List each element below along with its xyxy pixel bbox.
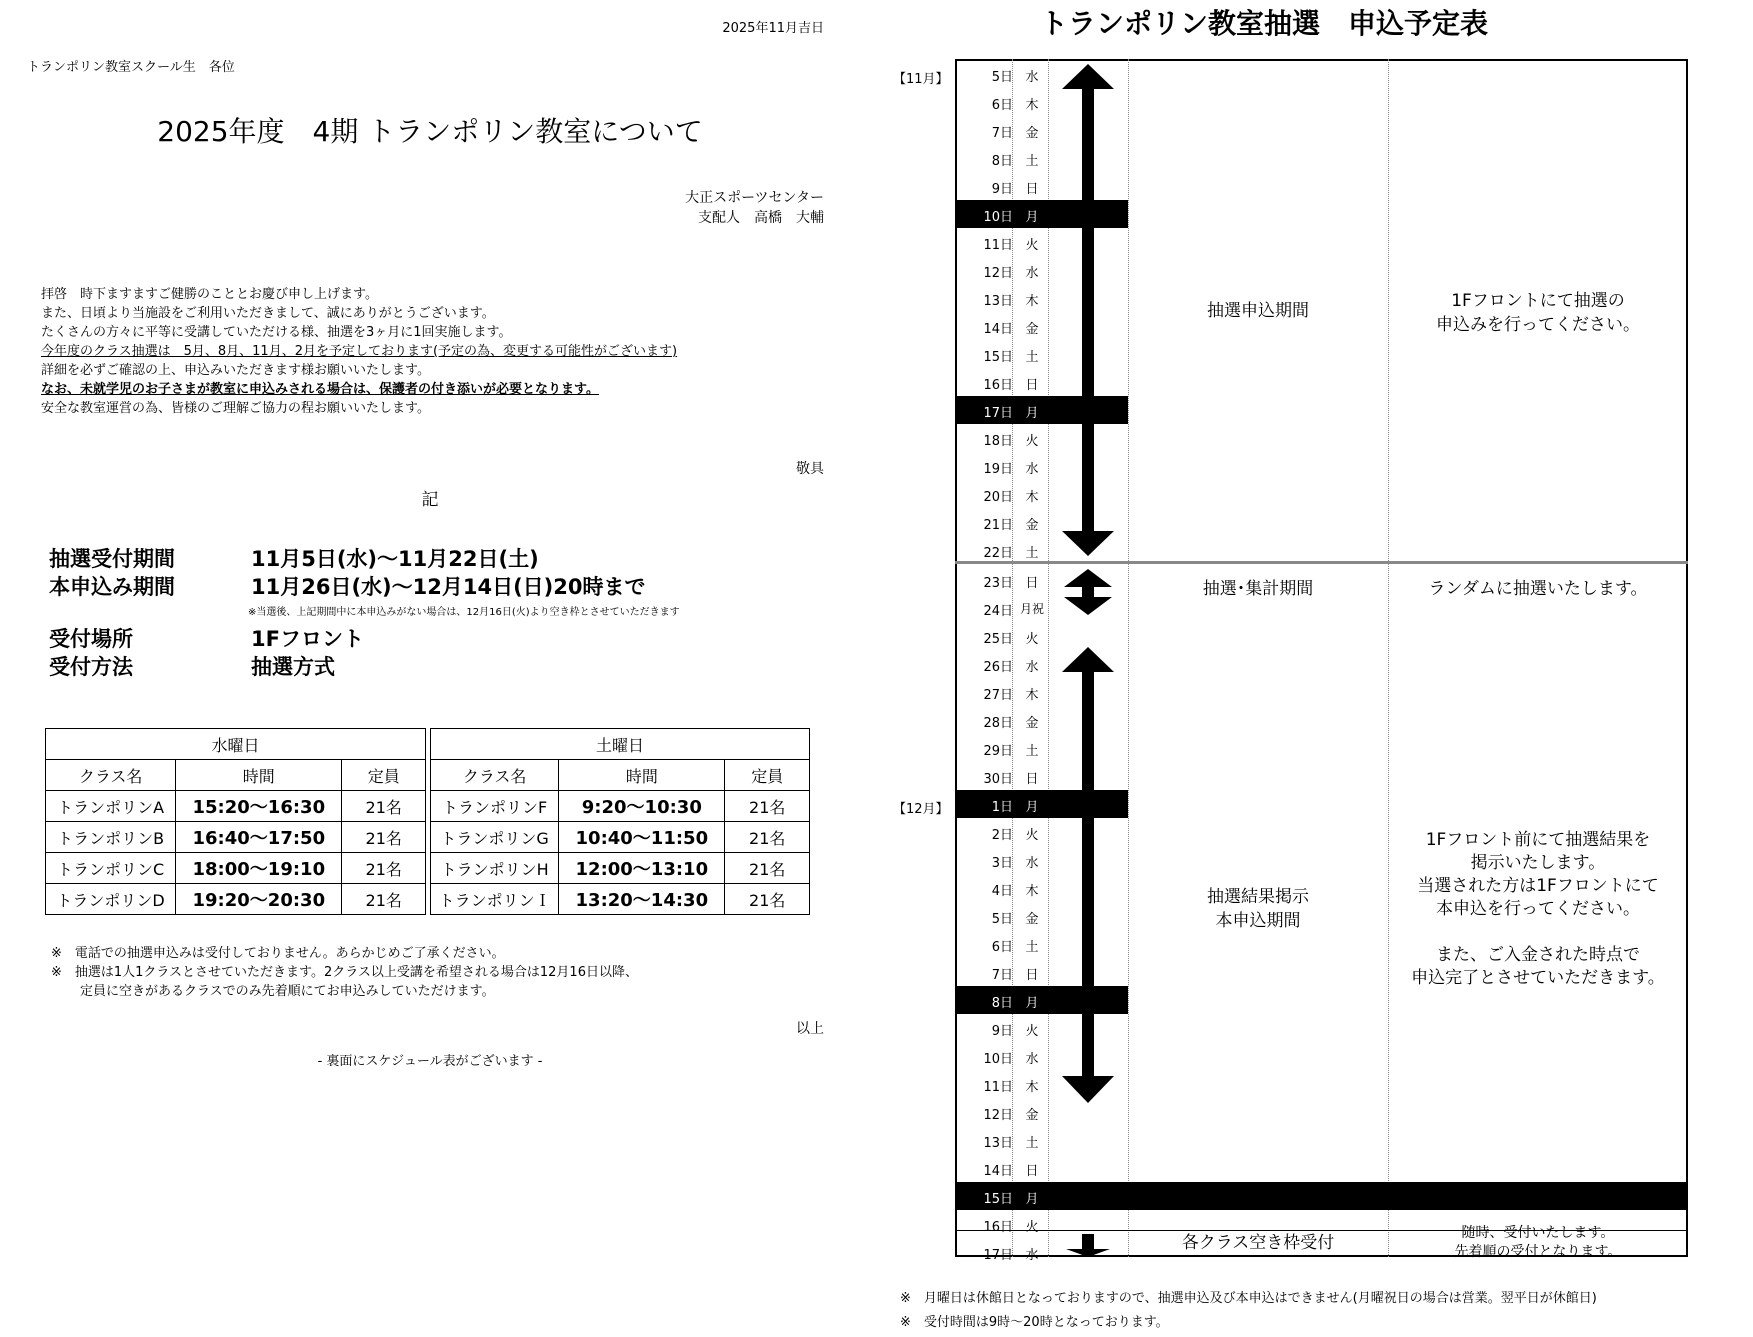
day-date: 9日 [991,182,1013,197]
day-date: 23日 [983,576,1013,591]
col-header: クラス名 [431,760,559,791]
ki-heading: 記 [421,490,439,510]
day-weekday: 木 [1025,688,1039,703]
info-label: 抽選受付期間 [49,547,175,571]
desc-line: 申込完了とさせていただきます。 [1411,968,1665,988]
day-weekday: 木 [1025,98,1039,113]
day-weekday: 日 [1025,968,1039,983]
day-weekday: 木 [1025,490,1039,505]
day-date: 11日 [983,238,1013,253]
day-date: 16日 [983,378,1013,393]
class-capacity: 21名 [342,853,426,884]
table-row [431,853,810,884]
info-label: 受付方法 [49,655,133,679]
day-weekday: 土 [1025,546,1039,561]
day-weekday: 日 [1025,378,1039,393]
day-weekday: 火 [1025,828,1039,843]
day-date: 12日 [983,266,1013,281]
footnote: 定員に空きがあるクラスでのみ先着順にてお申込みしていただけます。 [80,984,495,999]
month-label-dec: 【12月】 [893,802,949,817]
desc-line: 1Fフロントにて抽選の [1451,291,1625,311]
desc-line: 抽選結果掲示 [1207,887,1309,907]
class-time: 13:20～14:30 [559,884,725,915]
day-weekday: 日 [1025,1164,1039,1179]
info-value: 11月26日(水)～12月14日(日)20時まで [251,575,646,599]
schedule-footnote: ※ 月曜日は休館日となっておりますので、抽選申込及び本申込はできません(月曜祝日の場合は営業。翌平日が休館日) [900,1291,1597,1306]
day-date: 8日 [991,154,1013,169]
day-date: 27日 [983,688,1013,703]
class-capacity: 21名 [342,884,426,915]
period-arrows [1050,59,1126,1257]
day-date: 2日 [991,828,1013,843]
day-date: 25日 [983,632,1013,647]
day-weekday: 水 [1025,856,1039,871]
day-date: 13日 [983,1136,1013,1151]
month-label-nov: 【11月】 [893,72,949,87]
info-row [49,543,539,573]
class-capacity: 21名 [725,853,810,884]
table-row [431,822,810,853]
body-line: 今年度のクラス抽選は 5月、8月、11月、2月を予定しております(予定の為、変更する可能性がございます) [41,344,678,359]
period-vacancy-desc [1388,1224,1688,1262]
day-weekday: 水 [1025,1052,1039,1067]
day-weekday: 月 [1025,996,1039,1011]
body-line: 詳細を必ずご確認の上、申込みいただきます様お願いいたします。 [41,363,430,378]
wednesday-table [45,728,426,915]
day-date: 28日 [983,716,1013,731]
day-weekday: 金 [1025,716,1039,731]
day-date: 26日 [983,660,1013,675]
day-weekday: 月 [1025,800,1039,815]
col-header: 時間 [559,760,725,791]
class-time: 18:00～19:10 [176,853,342,884]
page-title: 2025年度 4期 トランポリン教室について [157,115,703,148]
class-name: トランポリンD [46,884,176,915]
class-name: トランポリンG [431,822,559,853]
period-lottery-desc [1388,289,1688,337]
desc-line: また、ご入金された時点で [1436,945,1640,965]
day-date: 18日 [983,434,1013,449]
day-date: 7日 [991,126,1013,141]
day-date: 4日 [991,884,1013,899]
day-weekday: 水 [1025,660,1039,675]
class-time: 15:20～16:30 [176,791,342,822]
day-weekday: 金 [1025,912,1039,927]
class-name: トランポリンH [431,853,559,884]
sender-name: 支配人 高橋 大輔 [698,210,824,226]
day-weekday: 土 [1025,154,1039,169]
body-line: 拝啓 時下ますますご健勝のこととお慶び申し上げます。 [41,287,378,302]
desc-line: 本申込を行ってください。 [1436,899,1640,919]
day-weekday: 火 [1025,1220,1039,1235]
period-result-desc [1388,829,1688,990]
letter-body [41,285,677,418]
double-arrow-icon [1062,647,1114,1103]
table-day-header: 水曜日 [46,729,426,760]
class-name: トランポリンB [46,822,176,853]
class-name: トランポリンＩ [431,884,559,915]
day-date: 7日 [991,968,1013,983]
class-time: 16:40～17:50 [176,822,342,853]
day-date: 19日 [983,462,1013,477]
day-date: 5日 [991,912,1013,927]
class-capacity: 21名 [342,822,426,853]
double-arrow-icon [1064,569,1112,615]
period-count: 抽選･集計期間 [1202,579,1314,599]
class-name: トランポリンA [46,791,176,822]
day-date: 15日 [983,350,1013,365]
day-weekday: 火 [1025,1024,1039,1039]
day-weekday: 月祝 [1019,602,1044,616]
day-date: 6日 [991,98,1013,113]
desc-line: 1Fフロント前にて抽選結果を [1425,830,1651,850]
desc-line: 当選された方は1Fフロントにて [1417,876,1659,896]
body-line: たくさんの方々に平等に受講していただける様、抽選を3ヶ月に1回実施します。 [41,325,512,340]
sender-org: 大正スポーツセンター [685,190,824,206]
day-weekday: 木 [1025,294,1039,309]
table-row [46,791,426,822]
down-arrow-icon [1066,1234,1110,1257]
day-weekday: 水 [1025,1248,1039,1263]
day-weekday: 水 [1025,70,1039,85]
saturday-table [430,728,810,915]
body-line: 安全な教室運営の為、皆様のご理解ご協力の程お願いいたします。 [41,401,430,416]
day-weekday: 日 [1025,182,1039,197]
day-weekday: 金 [1025,1108,1039,1123]
period-vacancy: 各クラス空き枠受付 [1181,1233,1335,1253]
divider [1388,59,1389,1257]
day-weekday: 金 [1025,518,1039,533]
reverse-note: - 裏面にスケジュール表がございます - [317,1054,543,1069]
day-date: 24日 [983,604,1013,619]
double-arrow-icon [1062,64,1114,556]
day-date: 13日 [983,294,1013,309]
class-time: 12:00～13:10 [559,853,725,884]
class-capacity: 21名 [725,791,810,822]
day-date: 8日 [991,996,1013,1011]
day-date: 3日 [991,856,1013,871]
class-capacity: 21名 [725,884,810,915]
body-line: また、日頃より当施設をご利用いただきまして、誠にありがとうございます。 [41,306,495,321]
info-row [49,651,335,681]
period-count-desc: ランダムに抽選いたします。 [1428,579,1648,599]
class-name: トランポリンC [46,853,176,884]
info-label: 受付場所 [49,627,133,651]
day-date: 21日 [983,518,1013,533]
issue-date: 2025年11月吉日 [722,21,824,36]
day-date: 14日 [983,322,1013,337]
day-weekday: 土 [1025,940,1039,955]
notice-page [0,0,860,1337]
desc-line: 本申込期間 [1215,911,1301,931]
table-row [431,791,810,822]
class-time: 10:40～11:50 [559,822,725,853]
desc-line: 掲示いたします。 [1470,853,1606,873]
day-date: 11日 [983,1080,1013,1095]
footnote: ※ 抽選は1人1クラスとさせていただきます。2クラス以上受講を希望される場合は12月16日以降、 [51,965,638,980]
day-date: 15日 [983,1192,1013,1207]
day-date: 20日 [983,490,1013,505]
col-header: 時間 [176,760,342,791]
body-line: なお、未就学児のお子さまが教室に申込みされる場合は、保護者の付き添いが必要となります。 [41,382,599,397]
day-weekday: 月 [1025,1192,1039,1207]
info-row [49,571,646,601]
day-weekday: 木 [1025,884,1039,899]
day-weekday: 月 [1025,210,1039,225]
info-value: 1Fフロント [251,627,364,651]
day-weekday: 水 [1025,266,1039,281]
class-time: 9:20～10:30 [559,791,725,822]
class-name: トランポリンF [431,791,559,822]
col-header: 定員 [725,760,810,791]
day-weekday: 水 [1025,462,1039,477]
day-date: 6日 [991,940,1013,955]
day-date: 16日 [983,1220,1013,1235]
day-date: 1日 [991,800,1013,815]
table-row [46,853,426,884]
day-date: 22日 [983,546,1013,561]
day-date: 10日 [983,1052,1013,1067]
day-weekday: 土 [1025,744,1039,759]
day-date: 10日 [983,210,1013,225]
col-header: 定員 [342,760,426,791]
day-weekday: 日 [1025,772,1039,787]
info-note: ※当選後、上記期間中に本申込みがない場合は、12月16日(火)より空き枠とさせていただきます [248,607,680,618]
class-time: 19:20～20:30 [176,884,342,915]
day-date: 5日 [991,70,1013,85]
day-date: 14日 [983,1164,1013,1179]
recipient: トランポリン教室スクール生 各位 [27,60,235,75]
table-row [46,884,426,915]
info-value: 11月5日(水)～11月22日(土) [251,547,539,571]
desc-line: 申込みを行ってください。 [1436,315,1640,335]
day-weekday: 土 [1025,350,1039,365]
day-weekday: 木 [1025,1080,1039,1095]
day-weekday: 金 [1025,126,1039,141]
closing-keigu: 敬具 [796,461,824,477]
info-value: 抽選方式 [251,655,335,679]
class-capacity: 21名 [342,791,426,822]
day-date: 29日 [983,744,1013,759]
day-weekday: 火 [1025,238,1039,253]
sender [685,188,824,228]
col-header: クラス名 [46,760,176,791]
table-row [46,822,426,853]
desc-line: 先着順の受付となります。 [1454,1244,1622,1260]
day-date: 12日 [983,1108,1013,1123]
footnote: ※ 電話での抽選申込みは受付しておりません。あらかじめご了承ください。 [51,946,505,961]
day-weekday: 金 [1025,322,1039,337]
day-date: 17日 [983,406,1013,421]
info-row [49,623,364,653]
day-date: 9日 [991,1024,1013,1039]
table-row [431,884,810,915]
day-weekday: 月 [1025,406,1039,421]
period-lottery: 抽選申込期間 [1207,301,1309,321]
schedule-table [955,59,1690,1263]
desc-line: 随時、受付いたします。 [1461,1225,1615,1241]
day-date: 17日 [983,1248,1013,1263]
class-capacity: 21名 [725,822,810,853]
day-weekday: 火 [1025,632,1039,647]
table-day-header: 土曜日 [431,729,810,760]
schedule-title: トランポリン教室抽選 申込予定表 [1040,7,1489,40]
period-result [1128,885,1388,933]
day-date: 30日 [983,772,1013,787]
schedule-footnote: ※ 受付時間は9時～20時となっております。 [900,1315,1169,1330]
day-weekday: 火 [1025,434,1039,449]
day-weekday: 日 [1025,576,1039,591]
closing-ijo: 以上 [796,1021,824,1037]
info-label: 本申込み期間 [49,575,175,599]
day-weekday: 土 [1025,1136,1039,1151]
